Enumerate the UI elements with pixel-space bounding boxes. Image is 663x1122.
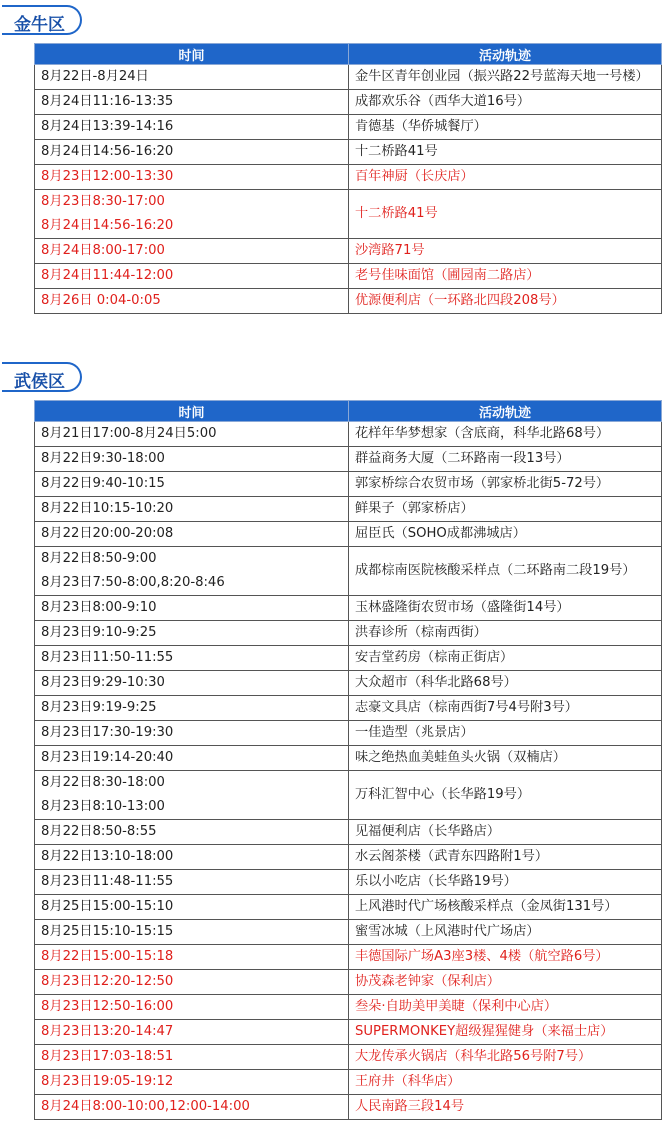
place-cell: 上风港时代广场核酸采样点（金凤街131号）	[349, 895, 662, 920]
time-cell: 8月21日17:00-8月24日5:00	[35, 422, 349, 447]
place-cell: 洪春诊所（棕南西街）	[349, 621, 662, 646]
table-row	[35, 472, 662, 497]
time-cell: 8月22日9:30-18:00	[35, 447, 349, 472]
place-cell: 群益商务大厦（二环路南一段13号）	[349, 447, 662, 472]
table-row	[35, 895, 662, 920]
place-cell: 蜜雪冰城（上风港时代广场店）	[349, 920, 662, 945]
table-row	[35, 547, 662, 596]
table-row	[35, 771, 662, 820]
place-cell: 丰德国际广场A3座3楼、4楼（航空路6号）	[349, 945, 662, 970]
place-cell: 金牛区青年创业园（振兴路22号蓝海天地一号楼）	[349, 65, 662, 90]
time-cell: 8月23日8:00-9:10	[35, 596, 349, 621]
place-cell: 协茂森老钟家（保利店）	[349, 970, 662, 995]
place-cell: 味之绝热血美蛙鱼头火锅（双楠店）	[349, 746, 662, 771]
time-cell: 8月23日8:30-17:00 8月24日14:56-16:20	[35, 190, 349, 239]
table-row	[35, 646, 662, 671]
section-title: 金牛区	[14, 15, 65, 35]
place-cell: 人民南路三段14号	[349, 1095, 662, 1120]
table-row	[35, 289, 662, 314]
time-cell: 8月23日9:19-9:25	[35, 696, 349, 721]
time-cell: 8月25日15:00-15:10	[35, 895, 349, 920]
time-cell: 8月22日13:10-18:00	[35, 845, 349, 870]
table-row	[35, 165, 662, 190]
time-cell: 8月22日-8月24日	[35, 65, 349, 90]
table-row	[35, 447, 662, 472]
time-cell: 8月23日13:20-14:47	[35, 1020, 349, 1045]
place-cell: 十二桥路41号	[349, 140, 662, 165]
section-tag-jinniu	[2, 5, 82, 35]
table-row	[35, 596, 662, 621]
place-cell: 十二桥路41号	[349, 190, 662, 239]
table-row	[35, 422, 662, 447]
time-cell: 8月24日8:00-17:00	[35, 239, 349, 264]
trajectory-table-wuhou	[34, 400, 662, 1120]
time-cell: 8月23日17:03-18:51	[35, 1045, 349, 1070]
table-row	[35, 696, 662, 721]
section-title: 武侯区	[14, 372, 65, 392]
place-cell: 成都欢乐谷（西华大道16号）	[349, 90, 662, 115]
time-cell: 8月23日9:29-10:30	[35, 671, 349, 696]
place-cell: 百年神厨（长庆店）	[349, 165, 662, 190]
place-cell: 王府井（科华店）	[349, 1070, 662, 1095]
time-cell: 8月23日9:10-9:25	[35, 621, 349, 646]
place-cell: 见福便利店（长华路店）	[349, 820, 662, 845]
table-row	[35, 239, 662, 264]
place-cell: 安吉堂药房（棕南正街店）	[349, 646, 662, 671]
place-cell: 成都棕南医院核酸采样点（二环路南二段19号）	[349, 547, 662, 596]
table-row	[35, 995, 662, 1020]
place-cell: 万科汇智中心（长华路19号）	[349, 771, 662, 820]
place-cell: 肯德基（华侨城餐厅）	[349, 115, 662, 140]
place-cell: 优源便利店（一环路北四段208号）	[349, 289, 662, 314]
time-cell: 8月22日8:50-8:55	[35, 820, 349, 845]
place-cell: 乐以小吃店（长华路19号）	[349, 870, 662, 895]
place-cell: 水云阁茶楼（武青东四路附1号）	[349, 845, 662, 870]
place-cell: 一佳造型（兆景店）	[349, 721, 662, 746]
column-header-place: 活动轨迹	[349, 401, 662, 422]
place-cell: 叁朵·自助美甲美睫（保利中心店）	[349, 995, 662, 1020]
trajectory-table-jinniu	[34, 43, 662, 314]
place-cell: 玉林盛隆街农贸市场（盛隆街14号）	[349, 596, 662, 621]
table-row	[35, 621, 662, 646]
table-row	[35, 1020, 662, 1045]
table-row	[35, 264, 662, 289]
table-row	[35, 115, 662, 140]
table-row	[35, 90, 662, 115]
table-row	[35, 845, 662, 870]
column-header-time: 时间	[35, 44, 349, 65]
table-row	[35, 65, 662, 90]
place-cell: 花样年华梦想家（含底商，科华北路68号）	[349, 422, 662, 447]
table-row	[35, 970, 662, 995]
section-tag-wuhou	[2, 362, 82, 392]
table-row	[35, 522, 662, 547]
place-cell: 老号佳味面馆（圃园南二路店）	[349, 264, 662, 289]
time-cell: 8月22日15:00-15:18	[35, 945, 349, 970]
time-cell: 8月23日12:50-16:00	[35, 995, 349, 1020]
place-cell: 志豪文具店（棕南西街7号4号附3号）	[349, 696, 662, 721]
place-cell: 鲜果子（郭家桥店）	[349, 497, 662, 522]
place-cell: SUPERMONKEY超级猩猩健身（来福士店）	[349, 1020, 662, 1045]
place-cell: 大龙传承火锅店（科华北路56号附7号）	[349, 1045, 662, 1070]
table-row	[35, 746, 662, 771]
table-row	[35, 1045, 662, 1070]
table-header-row	[35, 44, 662, 65]
table-row	[35, 1095, 662, 1120]
table-row	[35, 1070, 662, 1095]
time-cell: 8月23日19:05-19:12	[35, 1070, 349, 1095]
place-cell: 屈臣氏（SOHO成都沸城店）	[349, 522, 662, 547]
table-row	[35, 721, 662, 746]
time-cell: 8月24日8:00-10:00,12:00-14:00	[35, 1095, 349, 1120]
table-row	[35, 140, 662, 165]
time-cell: 8月26日 0:04-0:05	[35, 289, 349, 314]
table-row	[35, 190, 662, 239]
time-cell: 8月23日11:50-11:55	[35, 646, 349, 671]
time-cell: 8月24日11:44-12:00	[35, 264, 349, 289]
column-header-time: 时间	[35, 401, 349, 422]
table-row	[35, 870, 662, 895]
place-cell: 沙湾路71号	[349, 239, 662, 264]
time-cell: 8月22日8:50-9:00 8月23日7:50-8:00,8:20-8:46	[35, 547, 349, 596]
table-row	[35, 671, 662, 696]
table-row	[35, 920, 662, 945]
table-row	[35, 497, 662, 522]
table-header-row	[35, 401, 662, 422]
time-cell: 8月24日13:39-14:16	[35, 115, 349, 140]
time-cell: 8月23日19:14-20:40	[35, 746, 349, 771]
time-cell: 8月22日9:40-10:15	[35, 472, 349, 497]
place-cell: 郭家桥综合农贸市场（郭家桥北街5-72号）	[349, 472, 662, 497]
time-cell: 8月23日11:48-11:55	[35, 870, 349, 895]
table-row	[35, 945, 662, 970]
time-cell: 8月22日10:15-10:20	[35, 497, 349, 522]
time-cell: 8月22日20:00-20:08	[35, 522, 349, 547]
time-cell: 8月23日12:00-13:30	[35, 165, 349, 190]
time-cell: 8月23日17:30-19:30	[35, 721, 349, 746]
time-cell: 8月22日8:30-18:00 8月23日8:10-13:00	[35, 771, 349, 820]
place-cell: 大众超市（科华北路68号）	[349, 671, 662, 696]
time-cell: 8月24日14:56-16:20	[35, 140, 349, 165]
time-cell: 8月25日15:10-15:15	[35, 920, 349, 945]
table-row	[35, 820, 662, 845]
time-cell: 8月23日12:20-12:50	[35, 970, 349, 995]
column-header-place: 活动轨迹	[349, 44, 662, 65]
time-cell: 8月24日11:16-13:35	[35, 90, 349, 115]
